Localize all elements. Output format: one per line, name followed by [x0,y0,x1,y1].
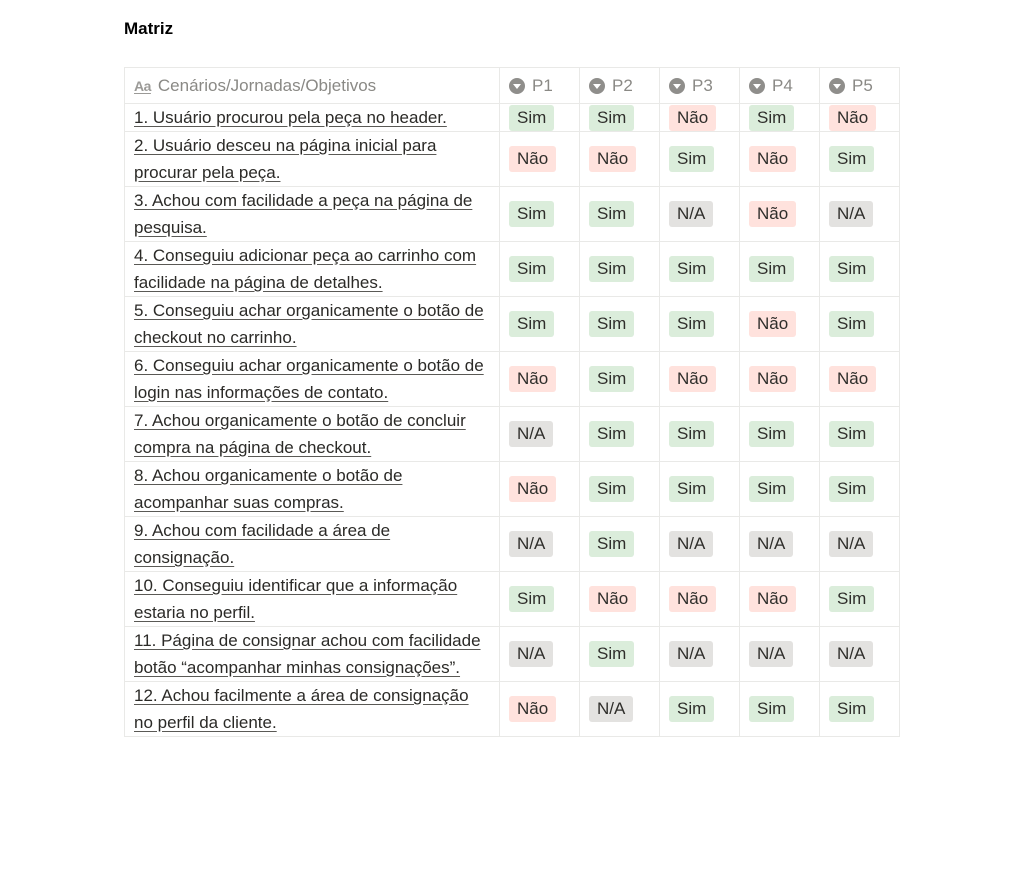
status-tag: N/A [749,641,793,667]
column-header-p2[interactable] [580,68,660,104]
status-tag: Não [829,366,876,392]
scenario-cell[interactable] [125,572,500,627]
result-cell-p2[interactable] [580,627,660,682]
column-header-label: P5 [852,75,873,95]
result-cell-p3[interactable] [660,682,740,737]
result-cell-p4[interactable] [740,187,820,242]
scenario-cell[interactable] [125,297,500,352]
result-cell-p5[interactable] [820,297,900,352]
status-tag: Sim [509,256,554,282]
result-cell-p1[interactable] [500,572,580,627]
result-cell-p5[interactable] [820,517,900,572]
result-cell-p4[interactable] [740,462,820,517]
table-row [125,462,900,517]
select-property-icon [509,78,525,94]
result-cell-p4[interactable] [740,297,820,352]
status-tag: N/A [509,531,553,557]
status-tag: Sim [589,256,634,282]
column-header-label: P4 [772,75,793,95]
status-tag: Sim [749,256,794,282]
text-property-icon: Aa [134,77,151,94]
scenario-link[interactable]: 1. Usuário procurou pela peça no header. [134,108,447,127]
header-row [125,68,900,104]
column-header-label: P1 [532,75,553,95]
result-cell-p2[interactable] [580,104,660,132]
status-tag: Sim [669,421,714,447]
result-cell-p5[interactable] [820,407,900,462]
status-tag: Não [509,366,556,392]
result-cell-p2[interactable] [580,242,660,297]
status-tag: Sim [669,146,714,172]
scenario-link[interactable]: 11. Página de consignar achou com facilidade botão “acompanhar minhas consignações”. [134,631,481,677]
result-cell-p5[interactable] [820,627,900,682]
scenario-cell[interactable] [125,462,500,517]
status-tag: Sim [829,476,874,502]
result-cell-p1[interactable] [500,352,580,407]
status-tag: Não [749,311,796,337]
result-cell-p3[interactable] [660,407,740,462]
scenario-link[interactable]: 8. Achou organicamente o botão de acompanhar suas compras. [134,466,403,512]
column-header-p3[interactable] [660,68,740,104]
scenario-link[interactable]: 9. Achou com facilidade a área de consignação. [134,521,391,567]
table-row [125,352,900,407]
result-cell-p1[interactable] [500,104,580,132]
result-cell-p2[interactable] [580,132,660,187]
result-cell-p3[interactable] [660,242,740,297]
status-tag: Sim [669,311,714,337]
result-cell-p2[interactable] [580,572,660,627]
status-tag: Sim [669,476,714,502]
result-cell-p1[interactable] [500,682,580,737]
status-tag: Sim [669,696,714,722]
status-tag: N/A [669,641,713,667]
result-cell-p1[interactable] [500,297,580,352]
result-cell-p2[interactable] [580,352,660,407]
result-cell-p4[interactable] [740,517,820,572]
result-cell-p5[interactable] [820,352,900,407]
result-cell-p4[interactable] [740,627,820,682]
scenario-cell[interactable] [125,187,500,242]
status-tag: Sim [829,146,874,172]
result-cell-p1[interactable] [500,132,580,187]
scenario-link[interactable]: 7. Achou organicamente o botão de concluir compra na página de checkout. [134,411,466,457]
status-tag: Sim [829,696,874,722]
status-tag: Sim [509,586,554,612]
result-cell-p2[interactable] [580,297,660,352]
status-tag: N/A [829,531,873,557]
result-cell-p3[interactable] [660,627,740,682]
table-row [125,517,900,572]
status-tag: Sim [589,421,634,447]
result-cell-p5[interactable] [820,462,900,517]
result-cell-p3[interactable] [660,462,740,517]
column-header-scenarios[interactable] [125,68,500,104]
result-cell-p3[interactable] [660,352,740,407]
table-row [125,297,900,352]
scenario-link[interactable]: 5. Conseguiu achar organicamente o botão de checkout no carrinho. [134,301,484,347]
scenario-link[interactable]: 6. Conseguiu achar organicamente o botão de login nas informações de contato. [134,356,484,402]
table-row [125,407,900,462]
scenario-link[interactable]: 12. Achou facilmente a área de consignação no perfil da cliente. [134,686,469,732]
table-row [125,572,900,627]
status-tag: Não [589,586,636,612]
select-property-icon [589,78,605,94]
status-tag: Sim [589,311,634,337]
scenario-link[interactable]: 4. Conseguiu adicionar peça ao carrinho com facilidade na página de detalhes. [134,246,477,292]
status-tag: Sim [509,201,554,227]
result-cell-p5[interactable] [820,682,900,737]
status-tag: Não [669,105,716,131]
status-tag: Não [669,366,716,392]
result-cell-p1[interactable] [500,517,580,572]
status-tag: Não [749,366,796,392]
table-row [125,627,900,682]
result-cell-p3[interactable] [660,104,740,132]
status-tag: N/A [509,421,553,447]
status-tag: Não [509,696,556,722]
table-row [125,104,900,132]
result-cell-p4[interactable] [740,572,820,627]
scenario-cell[interactable] [125,517,500,572]
result-cell-p2[interactable] [580,407,660,462]
status-tag: Sim [509,311,554,337]
result-cell-p4[interactable] [740,682,820,737]
result-cell-p5[interactable] [820,132,900,187]
table-row [125,682,900,737]
scenario-cell[interactable] [125,104,500,132]
select-property-icon [669,78,685,94]
column-header-label: Cenários/Jornadas/Objetivos [157,75,377,95]
result-cell-p5[interactable] [820,104,900,132]
column-header-label: P3 [692,75,713,95]
matrix-table [124,67,900,737]
scenario-link[interactable]: 10. Conseguiu identificar que a informação estaria no perfil. [134,576,458,622]
result-cell-p5[interactable] [820,187,900,242]
status-tag: Não [749,201,796,227]
status-tag: Não [749,146,796,172]
scenario-cell[interactable] [125,682,500,737]
result-cell-p4[interactable] [740,104,820,132]
status-tag: Sim [829,421,874,447]
scenario-link[interactable]: 2. Usuário desceu na página inicial para procurar pela peça. [134,136,437,182]
status-tag: Sim [829,586,874,612]
select-property-icon [749,78,765,94]
status-tag: Não [749,586,796,612]
result-cell-p3[interactable] [660,187,740,242]
scenario-cell[interactable] [125,352,500,407]
select-property-icon [829,78,845,94]
result-cell-p1[interactable] [500,242,580,297]
status-tag: Sim [749,696,794,722]
status-tag: Sim [669,256,714,282]
result-cell-p3[interactable] [660,132,740,187]
status-tag: Sim [829,311,874,337]
result-cell-p4[interactable] [740,407,820,462]
status-tag: Sim [589,366,634,392]
table-row [125,187,900,242]
scenario-cell[interactable] [125,407,500,462]
result-cell-p4[interactable] [740,352,820,407]
status-tag: N/A [669,531,713,557]
status-tag: Sim [749,105,794,131]
column-header-p1[interactable] [500,68,580,104]
result-cell-p1[interactable] [500,187,580,242]
result-cell-p2[interactable] [580,462,660,517]
status-tag: Sim [589,476,634,502]
result-cell-p1[interactable] [500,462,580,517]
status-tag: Não [509,476,556,502]
table-row [125,242,900,297]
result-cell-p1[interactable] [500,407,580,462]
status-tag: Não [509,146,556,172]
result-cell-p2[interactable] [580,682,660,737]
column-header-label: P2 [612,75,633,95]
status-tag: Não [669,586,716,612]
status-tag: N/A [669,201,713,227]
status-tag: Sim [509,105,554,131]
scenario-link[interactable]: 3. Achou com facilidade a peça na página de pesquisa. [134,191,473,237]
result-cell-p5[interactable] [820,242,900,297]
result-cell-p3[interactable] [660,297,740,352]
status-tag: N/A [589,696,633,722]
column-header-p4[interactable] [740,68,820,104]
status-tag: Não [589,146,636,172]
status-tag: Sim [829,256,874,282]
status-tag: Sim [749,421,794,447]
status-tag: Sim [589,105,634,131]
page-title: Matriz [124,19,174,38]
status-tag: Sim [589,531,634,557]
result-cell-p3[interactable] [660,572,740,627]
status-tag: Sim [749,476,794,502]
status-tag: N/A [749,531,793,557]
status-tag: N/A [829,201,873,227]
result-cell-p2[interactable] [580,517,660,572]
result-cell-p1[interactable] [500,627,580,682]
table-row [125,132,900,187]
result-cell-p4[interactable] [740,132,820,187]
status-tag: N/A [829,641,873,667]
status-tag: N/A [509,641,553,667]
status-tag: Sim [589,201,634,227]
scenario-cell[interactable] [125,132,500,187]
result-cell-p5[interactable] [820,572,900,627]
scenario-cell[interactable] [125,242,500,297]
result-cell-p3[interactable] [660,517,740,572]
scenario-cell[interactable] [125,627,500,682]
result-cell-p4[interactable] [740,242,820,297]
column-header-p5[interactable] [820,68,900,104]
result-cell-p2[interactable] [580,187,660,242]
status-tag: Sim [589,641,634,667]
status-tag: Não [829,105,876,131]
